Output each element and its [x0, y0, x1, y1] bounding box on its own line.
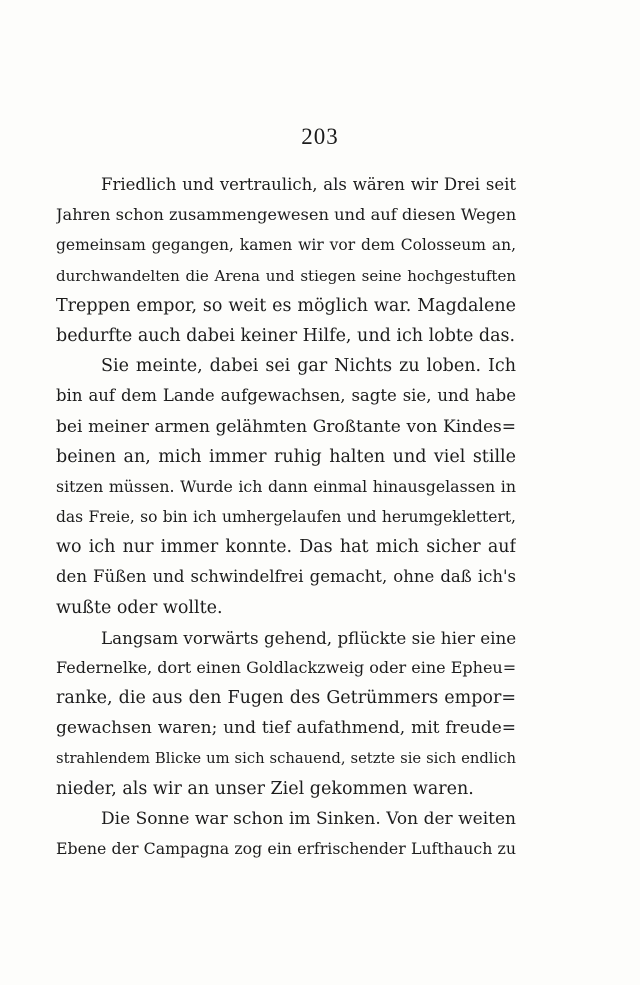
text-line: beinen an, mich immer ruhig halten und viel stille	[56, 446, 516, 467]
text-line: gewachsen waren; und tief aufathmend, mit freude=	[56, 718, 516, 739]
text-line: strahlendem Blicke um sich schauend, setzte sie sich endlich	[56, 749, 516, 767]
text-line: Friedlich und vertraulich, als wären wir Drei seit	[101, 175, 516, 194]
text-line: Sie meinte, dabei sei gar Nichts zu loben. Ich	[101, 356, 516, 377]
text-line: Langsam vorwärts gehend, pflückte sie hier eine	[101, 627, 516, 648]
text-line: Jahren schon zusammengewesen und auf diesen Wegen	[56, 205, 516, 225]
text-line: bin auf dem Lande aufgewachsen, sagte sie, und habe	[56, 386, 516, 406]
text-line: sitzen müssen. Wurde ich dann einmal hinausgelassen in	[56, 476, 516, 496]
text-line: nieder, als wir an unser Ziel gekommen waren.	[56, 778, 474, 799]
text-line: Federnelke, dort einen Goldlackzweig oder eine Epheu=	[56, 658, 516, 677]
text-line: ranke, die aus den Fugen des Getrümmers empor=	[56, 688, 516, 709]
text-line: wo ich nur immer konnte. Das hat mich sicher auf	[56, 537, 516, 558]
text-line: durchwandelten die Arena und stiegen seine hochgestuften	[56, 266, 516, 285]
text-line: bedurfte auch dabei keiner Hilfe, und ich lobte das.	[56, 325, 516, 346]
text-line: Die Sonne war schon im Sinken. Von der weiten	[101, 808, 516, 829]
body-text	[56, 170, 516, 864]
text-line: wußte oder wollte.	[56, 597, 223, 618]
text-line: bei meiner armen gelähmten Großtante von Kindes=	[56, 416, 516, 437]
page-number: 203	[301, 124, 339, 149]
text-line: Ebene der Campagna zog ein erfrischender Lufthauch zu	[56, 839, 516, 859]
text-line: gemeinsam gegangen, kamen wir vor dem Colosseum an,	[56, 236, 516, 255]
text-line: das Freie, so bin ich umhergelaufen und herumgeklettert,	[56, 508, 516, 527]
text-line: Treppen empor, so weit es möglich war. Magdalene	[56, 295, 516, 316]
text-line: den Füßen und schwindelfrei gemacht, ohne daß ich's	[56, 567, 516, 587]
